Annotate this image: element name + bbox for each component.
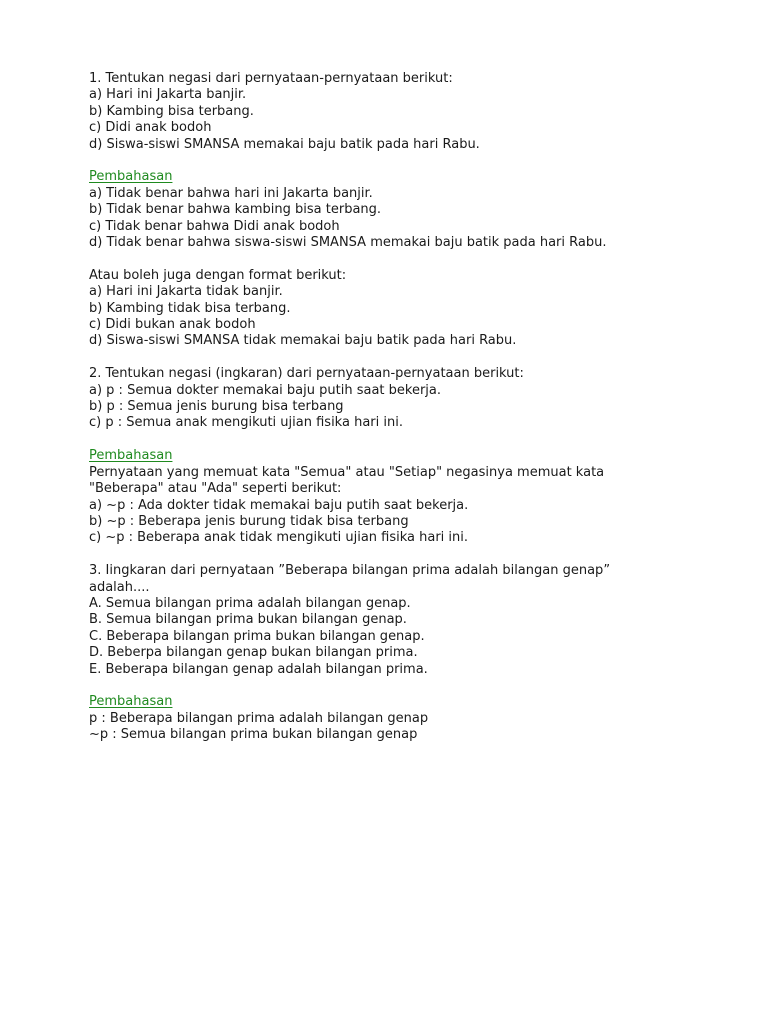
q3-answer-not-p: ~p : Semua bilangan prima bukan bilangan genap <box>89 727 418 743</box>
spacer <box>89 432 669 448</box>
q2-question: 2. Tentukan negasi (ingkaran) dari pernyataan-pernyataan berikut: <box>89 366 524 382</box>
q1-alt-answer-d: d) Siswa-siswi SMANSA tidak memakai baju batik pada hari Rabu. <box>89 333 517 349</box>
q3-solution-heading: Pembahasan <box>89 694 173 710</box>
q3-option-e: E. Beberapa bilangan genap adalah bilangan prima. <box>89 661 428 677</box>
spacer <box>89 547 669 563</box>
q1-answer-b: b) Tidak benar bahwa kambing bisa terbang. <box>89 202 382 218</box>
q1-option-a: a) Hari ini Jakarta banjir. <box>89 87 247 103</box>
spacer <box>89 350 669 366</box>
q3-option-c: C. Beberapa bilangan prima bukan bilangan genap. <box>89 628 425 644</box>
q2-answer-b: b) ~p : Beberapa jenis burung tidak bisa terbang <box>89 513 409 529</box>
q1-alt-answer-c: c) Didi bukan anak bodoh <box>89 317 256 333</box>
q3-option-d: D. Beberpa bilangan genap bukan bilangan prima. <box>89 645 418 661</box>
spacer <box>89 153 669 169</box>
q1-alt-answer-a: a) Hari ini Jakarta tidak banjir. <box>89 284 283 300</box>
q2-option-c: c) p : Semua anak mengikuti ujian fisika hari ini. <box>89 415 403 431</box>
q1-answer-d: d) Tidak benar bahwa siswa-siswi SMANSA memakai baju batik pada hari Rabu. <box>89 235 607 251</box>
q2-explanation: Pernyataan yang memuat kata "Semua" atau "Setiap" negasinya memuat kata "Beberapa" atau "Ada" seperti berikut: <box>89 464 605 497</box>
q2-solution-heading: Pembahasan <box>89 448 173 464</box>
q1-option-b: b) Kambing bisa terbang. <box>89 103 254 119</box>
document-page <box>89 71 669 744</box>
q2-answer-c: c) ~p : Beberapa anak tidak mengikuti ujian fisika hari ini. <box>89 530 469 546</box>
q2-option-a: a) p : Semua dokter memakai baju putih saat bekerja. <box>89 382 442 398</box>
q1-option-d: d) Siswa-siswi SMANSA memakai baju batik pada hari Rabu. <box>89 136 480 152</box>
q1-option-c: c) Didi anak bodoh <box>89 120 212 136</box>
q3-question: 3. Iingkaran dari pernyataan ”Beberapa bilangan prima adalah bilangan genap” adalah.... <box>89 563 611 595</box>
q2-answer-a: a) ~p : Ada dokter tidak memakai baju putih saat bekerja. <box>89 497 469 513</box>
q3-option-a: A. Semua bilangan prima adalah bilangan genap. <box>89 595 411 611</box>
q1-answer-a: a) Tidak benar bahwa hari ini Jakarta banjir. <box>89 185 373 201</box>
spacer <box>89 251 669 267</box>
q3-answer-p: p : Beberapa bilangan prima adalah bilangan genap <box>89 710 429 726</box>
q1-solution-heading: Pembahasan <box>89 169 173 185</box>
q1-alt-answer-b: b) Kambing tidak bisa terbang. <box>89 300 291 316</box>
q1-alt-intro: Atau boleh juga dengan format berikut: <box>89 267 347 283</box>
q3-option-b: B. Semua bilangan prima bukan bilangan genap. <box>89 612 407 628</box>
q2-option-b: b) p : Semua jenis burung bisa terbang <box>89 399 344 415</box>
q1-answer-c: c) Tidak benar bahwa Didi anak bodoh <box>89 218 340 234</box>
spacer <box>89 678 669 694</box>
q1-question: 1. Tentukan negasi dari pernyataan-pernyataan berikut: <box>89 71 453 86</box>
